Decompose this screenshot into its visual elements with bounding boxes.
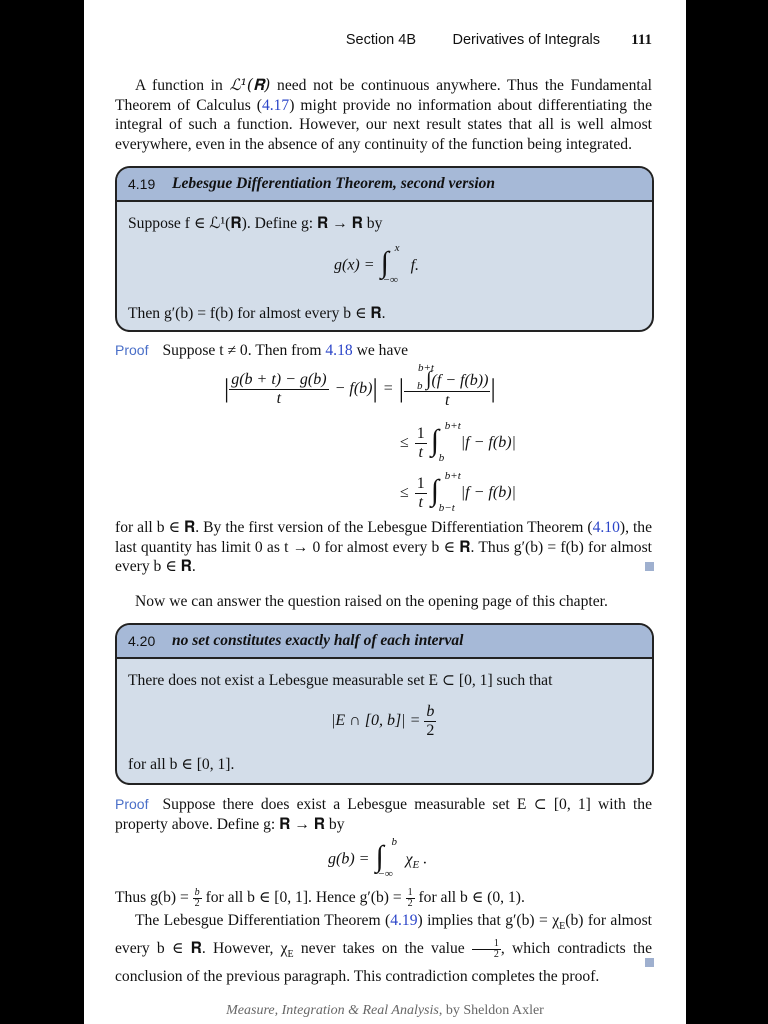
proof-eq-line-1: | $\frac{g(b + t) - g(b)}{t}$ − f(b)| = | ∫ b+t b (f − f(b)) t | [224, 362, 496, 409]
last-frac-half [472, 939, 501, 960]
frac-one: 1 [416, 424, 425, 442]
theorem-title: Lebesgue Differentiation Theorem, second version [172, 175, 496, 192]
proof-1-after-b: ), the last quantity has limit 0 as t → 0 for almost every b ∈ 𝐑. Thus g′(b) = f(b) for almost every b ∈ 𝐑. [115, 519, 652, 576]
proof-2-eq-tail: . [419, 850, 428, 868]
header-section: Section 4B [345, 32, 416, 48]
theorem-statement-1: Suppose f ∈ ℒ¹(𝐑). Define g: 𝐑 → 𝐑 by [128, 215, 383, 232]
proof-1-text-b: we have [352, 342, 409, 359]
header-title: Derivatives of Integrals [452, 32, 600, 48]
thus-frac-d: 2 [194, 898, 200, 909]
integral-sign-3: ∫ b+t b−t [430, 470, 461, 514]
lhs-fraction [229, 371, 328, 408]
int4-upper: b [391, 836, 397, 848]
last-d: never takes on the value [293, 940, 472, 958]
theorem-4-20-box [115, 623, 654, 785]
proof-2-intro [115, 795, 652, 834]
chi-subscript: E [412, 858, 420, 871]
last-sub-2: E [287, 949, 294, 961]
proof-2-equation [328, 836, 428, 880]
theorem-2-number: 4.20 [128, 633, 156, 649]
theorem-2-num: b [426, 703, 435, 720]
intro-text-2: need not be continuous anywhere. Thus the Fundamental Theorem of Calculus ( [115, 77, 652, 114]
int2-integrand: |f − f(b)| [460, 433, 516, 451]
proof-1-ref-link[interactable]: 4.18 [325, 342, 353, 359]
intro-text-3: ) might provide no information about differentiating the integral of such a function. However, our next result states that all is well almost everywhere, even in the absence of any continuity of the function being integrated. [115, 96, 653, 153]
page-footer [84, 1003, 686, 1019]
proof-label: Proof [115, 342, 149, 358]
theorem-4-20-header [117, 625, 652, 659]
integral-upper: x [394, 242, 400, 254]
intro-ref-link[interactable]: 4.17 [261, 96, 290, 114]
proof-1-intro [115, 342, 408, 360]
last-a: The Lebesgue Differentiation Theorem ( [135, 912, 391, 929]
theorem-2-den: 2 [426, 722, 435, 739]
int3-upper: b+t [444, 470, 461, 482]
thus-b: for all b ∈ [0, 1]. Hence g′(b) = [201, 889, 406, 907]
chi-symbol: χ [405, 850, 413, 868]
book-page [84, 0, 686, 1024]
last-half-n: 1 [472, 939, 501, 950]
eq-lhs: g(x) = [334, 256, 379, 274]
qed-marker-2 [645, 958, 654, 967]
intro-text-1: A function in [135, 77, 230, 94]
page-number: 111 [631, 32, 652, 48]
frac-t: t [418, 443, 423, 461]
proof-2-thus-line [115, 888, 525, 909]
thus-a: Thus g(b) = [115, 889, 193, 907]
rhs1-lower: b [416, 380, 423, 392]
qed-marker-1 [645, 562, 654, 571]
rhs1-den: t [444, 392, 450, 409]
integral-sign-4: ∫ b −∞ [375, 836, 397, 880]
last-ref-link[interactable]: 4.19 [390, 912, 418, 929]
proof-2-text: Suppose there does exist a Lebesgue measurable set E ⊂ [0, 1] with the property above. Define g: 𝐑 → 𝐑 by [115, 796, 652, 833]
int3-integrand: |f − f(b)| [460, 483, 516, 501]
proof-1-after-ref-link[interactable]: 4.10 [592, 519, 620, 536]
theorem-4-19-header [117, 168, 652, 202]
lhs-den: t [276, 389, 282, 407]
proof-eq-line-2: ≤ $\frac{1}{t}$ ∫ b+t b |f − f(b)| [400, 420, 516, 464]
int4-lower: −∞ [377, 868, 393, 880]
frac-1-over-t-2 [415, 475, 427, 512]
running-header [84, 32, 652, 52]
intro-paragraph [115, 76, 652, 154]
proof-1-after-a: for all b ∈ 𝐑. By the first version of the Lebesgue Differentiation Theorem ( [115, 519, 593, 536]
integral-lower: −∞ [382, 274, 398, 286]
thus-frac-n: b [194, 887, 200, 898]
frac-t-2: t [418, 493, 423, 511]
proof-1-conclusion [115, 518, 652, 577]
theorem-2-title: no set constitutes exactly half of each interval [172, 632, 464, 649]
theorem-equation [334, 242, 420, 286]
theorem-2-eq-lhs: |E ∩ [0, b]| = [331, 712, 425, 730]
int2-upper: b+t [444, 420, 461, 432]
last-b: ) implies that g′(b) = χ [417, 912, 560, 929]
integral-sign: ∫ x −∞ [380, 242, 400, 286]
eq-integrand: f. [410, 256, 420, 274]
proof-2-conclusion [115, 910, 652, 988]
rhs1-upper: b+t [417, 362, 434, 374]
proof-eq-line-3: ≤ $\frac{1}{t}$ ∫ b+t b−t |f − f(b)| [400, 470, 516, 514]
half-n: 1 [407, 887, 413, 898]
proof-2-label: Proof [115, 796, 149, 812]
last-c: (b) for almost every b ∈ 𝐑. However, χ [115, 912, 653, 958]
thus-frac-half [406, 888, 415, 909]
theorem-4-19-box [115, 166, 654, 332]
footer-book-title: Measure, Integration & Real Analysis [226, 1003, 439, 1018]
intro-L1: ℒ¹(𝐑) [229, 76, 271, 94]
thus-frac-b2 [193, 888, 202, 909]
half-d: 2 [407, 898, 413, 909]
theorem-statement-2: Then g′(b) = f(b) for almost every b ∈ 𝐑. [128, 305, 386, 322]
frac-1-over-t [415, 425, 427, 462]
transition-paragraph: Now we can answer the question raised on the opening page of this chapter. [135, 593, 608, 610]
proof-1-text-a: Suppose t ≠ 0. Then from [162, 342, 326, 359]
theorem-number: 4.19 [128, 176, 156, 192]
frac-one-2: 1 [416, 474, 425, 492]
rhs1-num: (f − f(b)) [431, 372, 489, 389]
theorem-2-statement-2: for all b ∈ [0, 1]. [128, 756, 235, 773]
theorem-2-statement-1: There does not exist a Lebesgue measurable set E ⊂ [0, 1] such that [128, 672, 553, 689]
theorem-2-equation [331, 703, 436, 740]
last-sub-1: E [559, 921, 566, 933]
int2-lower: b [438, 452, 445, 464]
lhs-num: g(b + t) − g(b) [231, 370, 327, 388]
theorem-2-frac [424, 703, 436, 740]
integral-sign-2: ∫ b+t b [430, 420, 461, 464]
lhs-tail: − f(b) [334, 379, 373, 397]
proof-2-eq-lhs: g(b) = [328, 850, 374, 868]
last-half-d: 2 [493, 949, 499, 961]
rhs1-fraction: ∫ b+t b (f − f(b)) t [404, 368, 490, 410]
int3-lower: b−t [438, 502, 455, 514]
last-e: , which contradicts the conclusion of the previous paragraph. This contradiction completes the proof. [115, 940, 653, 986]
thus-c: for all b ∈ (0, 1). [414, 889, 525, 907]
footer-author: , by Sheldon Axler [438, 1003, 544, 1018]
